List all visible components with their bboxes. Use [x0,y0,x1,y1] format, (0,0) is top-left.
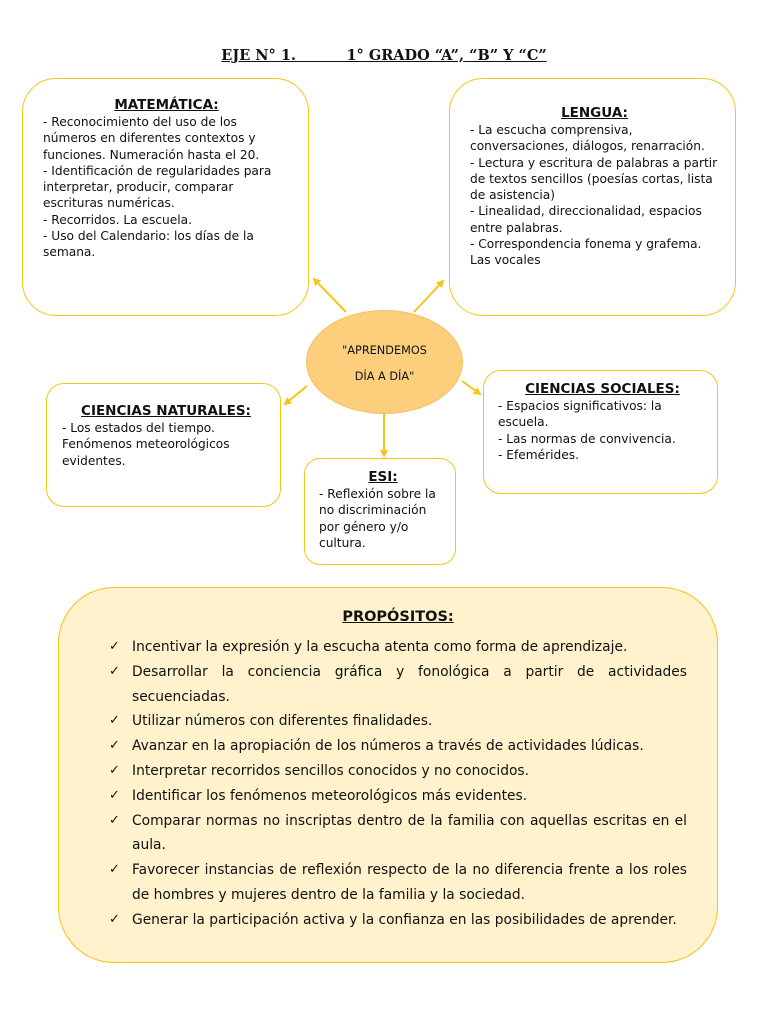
list-item [109,784,687,809]
propositos-box [58,587,718,963]
check-icon: ✓ [109,812,120,828]
page-title: EJE N° 1. 1° GRADO “A”, “B” Y “C” [221,47,547,64]
list-item: - Las normas de convivencia. [498,431,676,446]
list-item-text: Utilizar números con diferentes finalidades. [132,713,433,730]
lengua-box [449,78,736,316]
ciencias-naturales-list [62,420,270,469]
list-item [109,660,687,710]
arrow-to-lengua [414,281,443,312]
matematica-list [43,114,290,261]
propositos-title: PROPÓSITOS: [342,609,454,625]
list-item: - Espacios significativos: la escuela. [498,399,662,430]
ciencias-sociales-title: CIENCIAS SOCIALES: [525,381,680,397]
ciencias-sociales-box [483,370,718,494]
check-icon: ✓ [109,738,120,754]
list-item: - La escucha comprensiva, conversaciones, diálogos, renarración. [470,123,705,154]
list-item: - Identificación de regularidades para interpretar, producir, comparar escrituras numéricas. [43,163,272,211]
list-item [109,858,687,908]
matematica-title: MATEMÁTICA: [114,97,219,113]
list-item [109,635,687,660]
list-item [109,709,687,734]
list-item-text: Avanzar en la apropiación de los números a través de actividades lúdicas. [132,738,644,755]
lengua-list [470,122,719,269]
esi-list [319,486,447,551]
list-item: - Reconocimiento del uso de los números en diferentes contextos y funciones. Numeración hasta el 20. [43,115,260,162]
check-icon: ✓ [109,787,120,803]
list-item: - Efemérides. [498,447,579,462]
check-icon: ✓ [109,663,120,679]
arrow-to-matematica [314,279,346,312]
list-item: - Linealidad, direccionalidad, espacios entre palabras. [470,204,702,235]
list-item: - Los estados del tiempo. Fenómenos meteorológicos evidentes. [62,421,230,468]
arrow-to-naturales [285,386,307,404]
list-item-text: Identificar los fenómenos meteorológicos más evidentes. [132,787,528,804]
propositos-list [109,635,687,933]
list-item [109,809,687,859]
list-item-text: Interpretar recorridos sencillos conocidos y no conocidos. [132,762,529,779]
list-item [109,908,687,933]
ciencias-naturales-box [46,383,281,507]
ciencias-naturales-title: CIENCIAS NATURALES: [81,403,251,419]
center-oval [306,310,463,414]
list-item [109,734,687,759]
list-item: - Uso del Calendario: los días de la semana. [43,229,254,260]
matematica-box [22,78,309,316]
list-item-text: Comparar normas no inscriptas dentro de la familia con aquellas escritas en el aula. [132,812,687,854]
list-item-text: Favorecer instancias de reflexión respecto de la no diferencia frente a los roles de hombres y mujeres dentro de la familia y la sociedad. [132,862,687,903]
list-item: - Correspondencia fonema y grafema. Las vocales [470,237,702,268]
lengua-title: LENGUA: [561,105,628,121]
list-item-text: Desarrollar la conciencia gráfica y fonológica a partir de actividades secuenciadas. [132,663,687,705]
check-icon: ✓ [109,862,120,878]
center-line-2: DÍA A DÍA" [354,370,415,383]
list-item-text: Generar la participación activa y la confianza en las posibilidades de aprender. [132,911,677,928]
list-item-text: Incentivar la expresión y la escucha atenta como forma de aprendizaje. [132,639,628,655]
check-icon: ✓ [109,713,120,729]
check-icon: ✓ [109,639,120,654]
esi-title: ESI: [368,469,398,485]
list-item: - Reflexión sobre la no discriminación por género y/o cultura. [319,487,436,550]
check-icon: ✓ [109,762,120,778]
esi-box [304,458,456,565]
list-item: - Recorridos. La escuela. [43,212,192,227]
list-item [109,759,687,784]
center-line-1: "APRENDEMOS [342,344,427,357]
ciencias-sociales-list [498,398,707,463]
list-item: - Lectura y escritura de palabras a partir de textos sencillos (poesías cortas, lista de asistencia) [470,155,718,203]
check-icon: ✓ [109,911,120,927]
arrow-to-sociales [462,381,480,394]
